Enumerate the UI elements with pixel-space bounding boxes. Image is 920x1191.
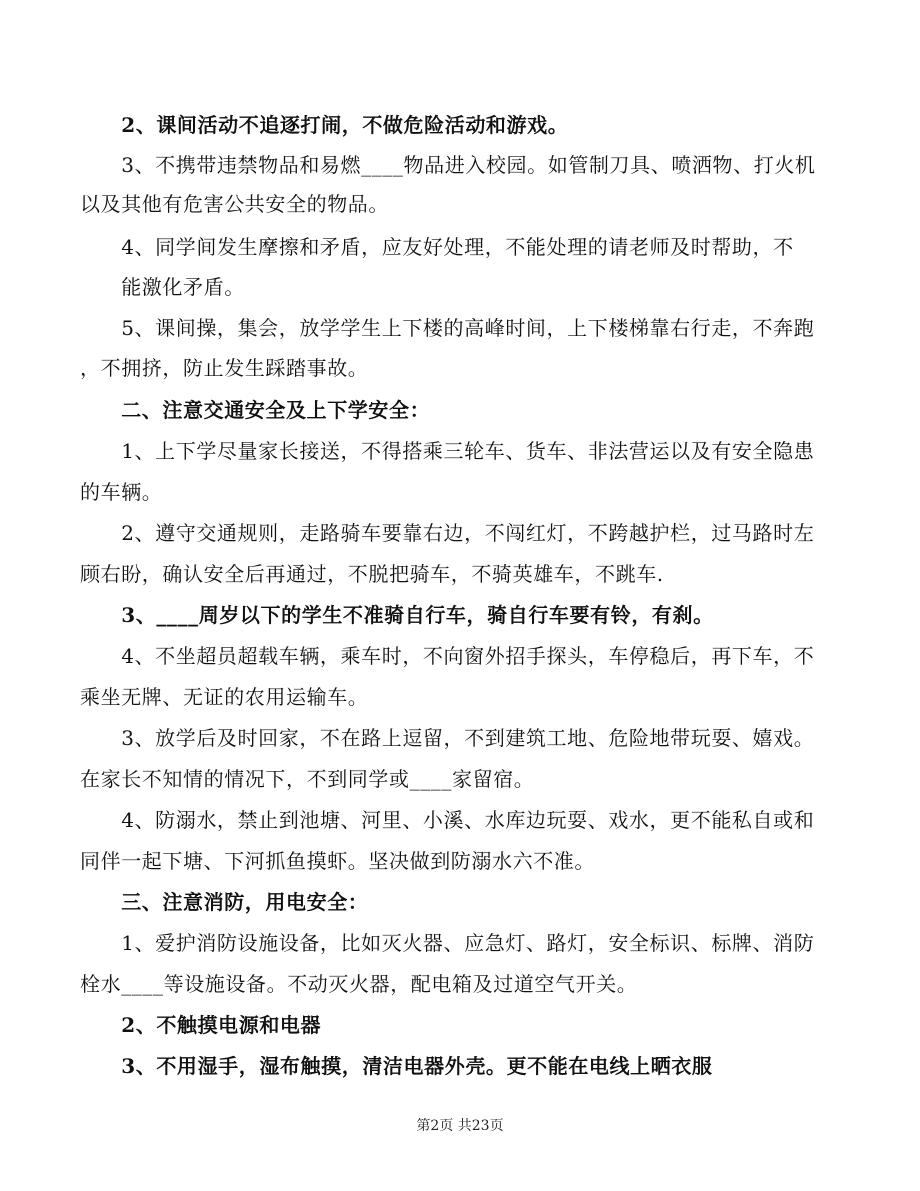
page-number-footer: 第2页 共23页 bbox=[416, 1118, 504, 1134]
paragraph-line: 2、课间活动不追逐打闹，不做危险活动和游戏。 bbox=[80, 113, 569, 137]
paragraph-line: 的车辆。 bbox=[80, 480, 163, 504]
paragraph-line: 在家长不知情的情况下，不到同学或____家留宿。 bbox=[80, 767, 535, 791]
paragraph-line: 1、爱护消防设施设备，比如灭火器、应急灯、路灯，安全标识、标牌、消防 bbox=[80, 931, 815, 955]
paragraph-line: 1、上下学尽量家长接送，不得搭乘三轮车、货车、非法营运以及有安全隐患 bbox=[80, 439, 815, 463]
section-heading-fire-electric: 三、注意消防，用电安全： bbox=[80, 890, 369, 914]
paragraph-line: 3、不携带违禁物品和易燃____物品进入校园。如管制刀具、喷洒物、打火机 bbox=[80, 153, 816, 177]
paragraph-line: ，不拥挤，防止发生踩踏事故。 bbox=[80, 356, 369, 380]
paragraph-line: 能激化矛盾。 bbox=[80, 275, 245, 299]
paragraph-line: 5、课间操，集会，放学学生上下楼的高峰时间，上下楼梯靠右行走，不奔跑 bbox=[80, 316, 815, 340]
paragraph-line: 顾右盼，确认安全后再通过，不脱把骑车，不骑英雄车，不跳车. bbox=[80, 562, 664, 586]
paragraph-line: 乘坐无牌、无证的农用运输车。 bbox=[80, 685, 369, 709]
section-heading-traffic: 二、注意交通安全及上下学安全： bbox=[80, 398, 431, 422]
paragraph-line: 3、放学后及时回家，不在路上逗留，不到建筑工地、危险地带玩耍、嬉戏。 bbox=[80, 726, 815, 750]
paragraph-line: 4、防溺水，禁止到池塘、河里、小溪、水库边玩耍、戏水，更不能私自或和 bbox=[80, 808, 815, 832]
paragraph-line: 4、不坐超员超载车辆，乘车时，不向窗外招手探头，车停稳后，再下车，不 bbox=[80, 644, 815, 668]
paragraph-line: 2、不触摸电源和电器 bbox=[80, 1013, 322, 1037]
paragraph-line: 3、不用湿手，湿布触摸，清洁电器外壳。更不能在电线上晒衣服 bbox=[80, 1054, 713, 1078]
paragraph-line: 2、遵守交通规则，走路骑车要靠右边，不闯红灯，不跨越护栏，过马路时左 bbox=[80, 521, 815, 545]
paragraph-line: 4、同学间发生摩擦和矛盾，应友好处理，不能处理的请老师及时帮助，不 bbox=[80, 235, 794, 259]
paragraph-line: 同伴一起下塘、下河抓鱼摸虾。坚决做到防溺水六不准。 bbox=[80, 849, 595, 873]
paragraph-line: 3、____周岁以下的学生不准骑自行车，骑自行车要有铃，有刹。 bbox=[80, 603, 714, 627]
paragraph-line: 以及其他有危害公共安全的物品。 bbox=[80, 192, 389, 216]
paragraph-line: 栓水____等设施设备。不动灭火器，配电箱及过道空气开关。 bbox=[80, 972, 638, 996]
